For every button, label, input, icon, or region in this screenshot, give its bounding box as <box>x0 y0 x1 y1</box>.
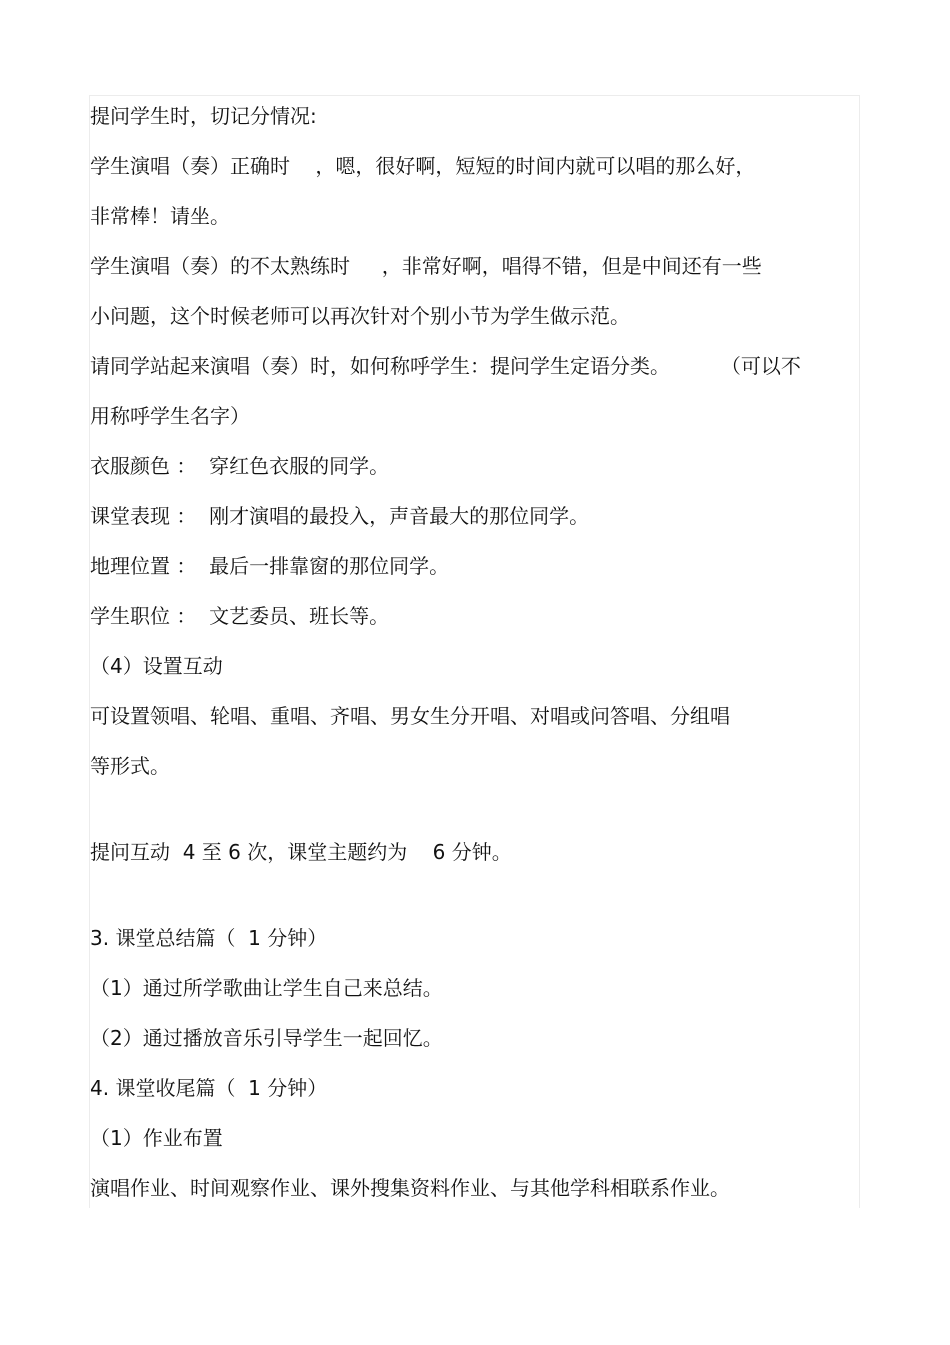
text-line-9: 课堂表现 ： 刚才演唱的最投入，声音最大的那位同学。 <box>90 504 590 528</box>
text-line-4: 学生演唱（奏）的不太熟练时 ，非常好啊，唱得不错，但是中间还有一些 <box>90 254 762 278</box>
text-line-20: （1）作业布置 <box>90 1126 223 1150</box>
text-line-21: 演唱作业、时间观察作业、课外搜集资料作业、与其他学科相联系作业。 <box>90 1176 730 1200</box>
text-line-7: 用称呼学生名字） <box>90 404 250 428</box>
text-line-2: 学生演唱（奏）正确时 ，嗯，很好啊，短短的时间内就可以唱的那么好， <box>90 154 756 178</box>
text-line-3: 非常棒！请坐。 <box>90 204 230 228</box>
text-line-14: 等形式。 <box>90 754 170 778</box>
text-line-12: （4）设置互动 <box>90 654 223 678</box>
text-line-5: 小问题，这个时候老师可以再次针对个别小节为学生做示范。 <box>90 304 630 328</box>
text-line-17: （1）通过所学歌曲让学生自己来总结。 <box>90 976 443 1000</box>
text-line-1: 提问学生时，切记分情况: <box>90 104 317 128</box>
text-line-18: （2）通过播放音乐引导学生一起回忆。 <box>90 1026 443 1050</box>
text-line-10: 地理位置 ： 最后一排靠窗的那位同学。 <box>90 554 450 578</box>
text-line-15: 提问互动 4 至 6 次，课堂主题约为 6 分钟。 <box>90 840 512 864</box>
text-line-6: 请同学站起来演唱（奏）时，如何称呼学生：提问学生定语分类。 （可以不 <box>90 354 801 378</box>
text-line-8: 衣服颜色 ： 穿红色衣服的同学。 <box>90 454 390 478</box>
text-line-13: 可设置领唱、轮唱、重唱、齐唱、男女生分开唱、对唱或问答唱、分组唱 <box>90 704 730 728</box>
text-line-19: 4. 课堂收尾篇（ 1 分钟） <box>90 1076 328 1100</box>
text-line-11: 学生职位 ： 文艺委员、班长等。 <box>90 604 390 628</box>
text-line-16: 3. 课堂总结篇（ 1 分钟） <box>90 926 328 950</box>
